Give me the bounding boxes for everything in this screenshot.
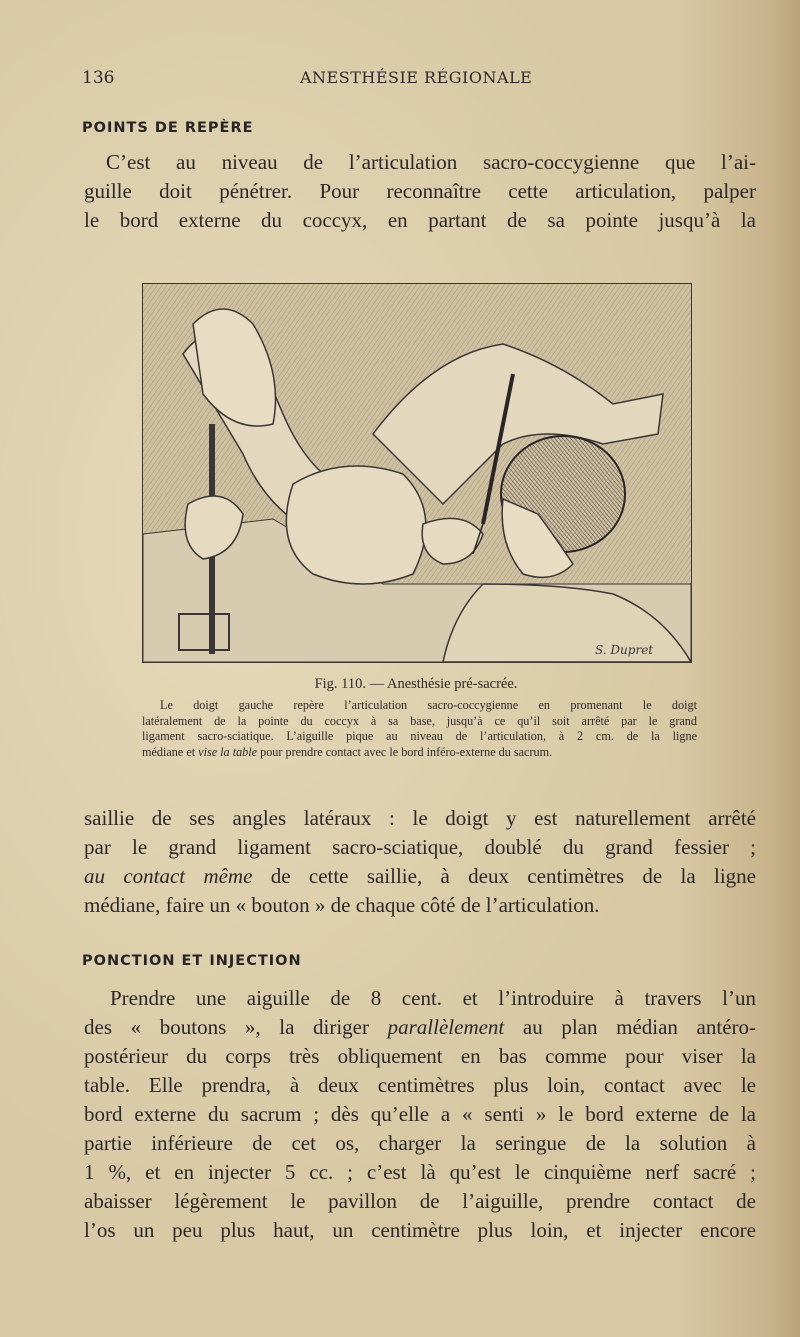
paragraph-ponction: [84, 984, 756, 1245]
text-line: abaisser légèrement le pavillon de l’aiguille, prendre contact de: [84, 1189, 756, 1213]
text-line: table. Elle prendra, à deux centimètres plus loin, contact avec le: [84, 1073, 756, 1097]
text-fragment: des « boutons », la diriger: [84, 1015, 388, 1039]
figure-caption-title: Fig. 110. — Anesthésie pré-sacrée.: [314, 676, 518, 692]
text-line: 1 %, et en injecter 5 cc. ; c’est là qu’est le cinquième nerf sacré ;: [84, 1160, 756, 1184]
text-line: partie inférieure de cet os, charger la seringue de la solution à: [84, 1131, 756, 1155]
text-line: bord externe du sacrum ; dès qu’elle a « senti » le bord externe de la: [84, 1102, 756, 1126]
text-fragment: au plan médian antéro-: [504, 1015, 757, 1039]
text-line: médiane, faire un « bouton » de chaque côté de l’articulation.: [84, 893, 600, 917]
text-line: Prendre une aiguille de 8 cent. et l’introduire à travers l’un: [110, 986, 756, 1010]
engraving-illustration: [143, 284, 691, 662]
figure-illustration: [142, 283, 692, 663]
text-line: C’est au niveau de l’articulation sacro-coccygienne que l’ai-: [106, 150, 756, 174]
caption-line: ligament sacro-sciatique. L’aiguille pique au niveau de l’articulation, à 2 cm. de la ligne: [142, 729, 697, 743]
text-fragment: de cette saillie, à deux centimètres de la ligne: [252, 864, 756, 888]
section-heading-points-de-repere: POINTS DE REPÈRE: [82, 120, 254, 136]
page-number: 136: [82, 68, 115, 88]
running-title: ANESTHÉSIE RÉGIONALE: [300, 68, 533, 87]
text-line: [84, 862, 756, 891]
figure-caption-body: [142, 698, 697, 760]
caption-text: pour prendre contact avec le bord inféro-externe du sacrum.: [257, 744, 553, 759]
running-head: [82, 68, 752, 94]
text-line: [84, 1013, 756, 1042]
text-line: saillie de ses angles latéraux : le doigt y est naturellement arrêté: [84, 806, 756, 830]
text-line: postérieur du corps très obliquement en bas comme pour viser la: [84, 1044, 756, 1068]
caption-line: Le doigt gauche repère l’articulation sacro-coccygienne en promenant le doigt: [160, 698, 697, 712]
paragraph-intro: [84, 148, 756, 235]
caption-line: [142, 745, 697, 761]
section-heading-ponction-injection: PONCTION ET INJECTION: [82, 953, 302, 969]
caption-text: médiane et: [142, 744, 199, 759]
artist-signature: S. Dupret: [595, 643, 654, 657]
caption-line: latéralement de la pointe du coccyx à sa base, jusqu’à ce qu’il soit arrêté par le grand: [142, 713, 697, 728]
text-line: guille doit pénétrer. Pour reconnaître cette articulation, palper: [84, 179, 756, 203]
text-line: par le grand ligament sacro-sciatique, doublé du grand fessier ;: [84, 835, 756, 859]
text-line: le bord externe du coccyx, en partant de sa pointe jusqu’à la: [84, 208, 756, 232]
italic-text: parallèlement: [387, 1015, 505, 1039]
text-line: l’os un peu plus haut, un centimètre plus loin, et injecter encore: [84, 1218, 756, 1242]
paragraph-continuation: [84, 804, 756, 920]
italic-text: au contact même: [84, 864, 253, 888]
caption-italic: vise la table: [198, 744, 258, 759]
